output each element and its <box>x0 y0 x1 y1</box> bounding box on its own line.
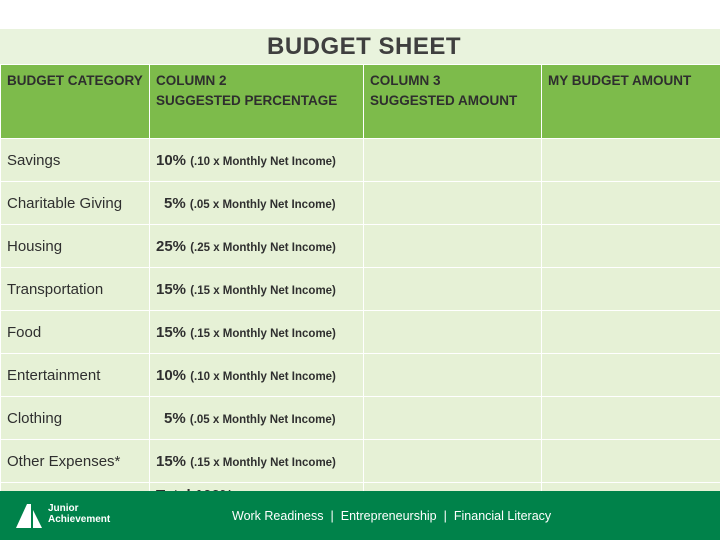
suggested-amount-cell[interactable] <box>364 440 542 483</box>
footer-bar <box>0 491 720 540</box>
suggested-percentage-cell <box>150 139 364 182</box>
header-line: BUDGET CATEGORY <box>7 73 143 88</box>
tagline-separator: | <box>330 509 334 523</box>
percent-formula: (.05 x Monthly Net Income) <box>189 413 336 426</box>
percent-formula: (.15 x Monthly Net Income) <box>190 284 336 297</box>
suggested-amount-cell[interactable] <box>364 182 542 225</box>
logo-line-1: Junior <box>48 503 79 514</box>
percent-value: 10% <box>156 366 187 384</box>
category-cell: Housing <box>1 225 150 268</box>
table-row <box>1 397 720 440</box>
category-cell: Other Expenses* <box>1 440 150 483</box>
percent-value: 5% <box>164 194 186 212</box>
percent-value: 10% <box>156 151 187 169</box>
header-budget-category <box>1 65 150 139</box>
percent-value: 25% <box>156 237 187 255</box>
category-cell: Food <box>1 311 150 354</box>
suggested-amount-cell[interactable] <box>364 311 542 354</box>
category-cell: Entertainment <box>1 354 150 397</box>
percent-formula: (.25 x Monthly Net Income) <box>190 241 336 254</box>
category-cell: Clothing <box>1 397 150 440</box>
table-row <box>1 225 720 268</box>
suggested-amount-cell[interactable] <box>364 354 542 397</box>
my-budget-amount-cell[interactable] <box>542 268 720 311</box>
percent-formula: (.15 x Monthly Net Income) <box>190 456 336 469</box>
suggested-percentage-cell <box>150 311 364 354</box>
header-column-3 <box>364 65 542 139</box>
percent-formula: (.10 x Monthly Net Income) <box>190 155 336 168</box>
my-budget-amount-cell[interactable] <box>542 354 720 397</box>
percent-value: 15% <box>156 323 187 341</box>
category-cell: Transportation <box>1 268 150 311</box>
suggested-percentage-cell <box>150 397 364 440</box>
sheet-title: BUDGET SHEET <box>266 33 461 60</box>
footer-tagline <box>232 509 551 523</box>
suggested-percentage-cell <box>150 225 364 268</box>
header-line: SUGGESTED PERCENTAGE <box>156 93 338 108</box>
tagline-entrepreneurship: Entrepreneurship <box>340 509 437 523</box>
header-line: COLUMN 3 <box>370 73 441 88</box>
percent-formula: (.05 x Monthly Net Income) <box>189 198 336 211</box>
category-cell: Charitable Giving <box>1 182 150 225</box>
category-cell: Savings <box>1 139 150 182</box>
suggested-amount-cell[interactable] <box>364 397 542 440</box>
table-row <box>1 311 720 354</box>
percent-value: 15% <box>156 452 187 470</box>
header-row <box>1 65 720 139</box>
suggested-percentage-cell <box>150 268 364 311</box>
my-budget-amount-cell[interactable] <box>542 225 720 268</box>
table-row <box>1 139 720 182</box>
table-row <box>1 182 720 225</box>
suggested-percentage-cell <box>150 440 364 483</box>
junior-achievement-logo-icon <box>16 504 42 528</box>
header-line: COLUMN 2 <box>156 73 227 88</box>
header-line: MY BUDGET AMOUNT <box>548 73 692 88</box>
header-line: SUGGESTED AMOUNT <box>370 93 518 108</box>
suggested-amount-cell[interactable] <box>364 225 542 268</box>
tagline-separator: | <box>443 509 447 523</box>
suggested-percentage-cell <box>150 182 364 225</box>
my-budget-amount-cell[interactable] <box>542 139 720 182</box>
my-budget-amount-cell[interactable] <box>542 440 720 483</box>
my-budget-amount-cell[interactable] <box>542 182 720 225</box>
tagline-work-readiness: Work Readiness <box>232 509 324 523</box>
logo-text <box>48 503 110 525</box>
percent-value: 5% <box>164 409 186 427</box>
table-row <box>1 440 720 483</box>
percent-formula: (.15 x Monthly Net Income) <box>190 327 336 340</box>
header-my-budget-amount <box>542 65 720 139</box>
percent-formula: (.10 x Monthly Net Income) <box>190 370 336 383</box>
header-column-2 <box>150 65 364 139</box>
table-row <box>1 268 720 311</box>
my-budget-amount-cell[interactable] <box>542 397 720 440</box>
tagline-financial-literacy: Financial Literacy <box>453 509 552 523</box>
my-budget-amount-cell[interactable] <box>542 311 720 354</box>
suggested-amount-cell[interactable] <box>364 139 542 182</box>
budget-table <box>0 64 720 508</box>
percent-value: 15% <box>156 280 187 298</box>
budget-sheet <box>0 29 720 491</box>
suggested-amount-cell[interactable] <box>364 268 542 311</box>
logo-line-2: Achievement <box>48 514 111 525</box>
suggested-percentage-cell <box>150 354 364 397</box>
table-row <box>1 354 720 397</box>
